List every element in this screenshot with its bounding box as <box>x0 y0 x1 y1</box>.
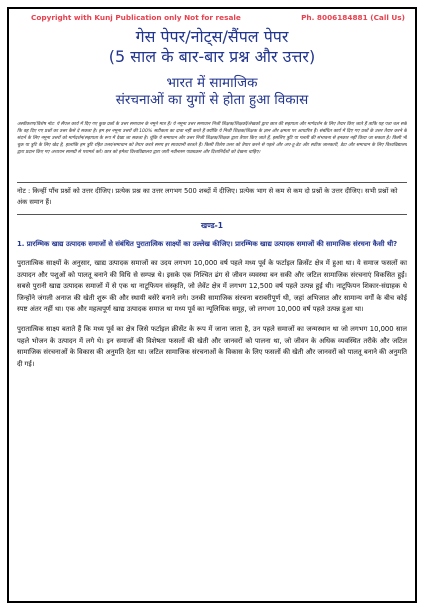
section-heading: खण्ड-1 <box>200 221 224 230</box>
header-bar <box>9 9 415 22</box>
answer-paragraph-2: पुरातात्विक साक्ष्य बताते हैं कि मध्य पूर्व का क्षेत्र जिसे फर्टाइल क्रीसेंट के रूप में जाना जाता है, उन पहले समाजों का जन्मस्थान था जो लगभग 10,000 साल पहले भोजन के उत्पादन में लगे थे। इन समाजों की विशेषता फसलों की खेती और जानवरों को पालना था, जो जीवन के अधिक व्यवस्थित तरीके और जटिल सामाजिक संरचनाओं के विकास की अनुमति देता था। जटिल सामाजिक संरचनाओं के विकास के लिए फसलों की खेती और जानवरों को पालतू बनाने की अनुमति दी गई। <box>17 324 407 368</box>
subtitle-line-1: भारत में सामाजिक <box>166 75 258 91</box>
main-title <box>9 27 415 67</box>
question-1: 1. प्रारम्भिक खाद्य उत्पादक समाजों से संबंधित पुरातात्विक साक्ष्यों का उल्लेख कीजिए। प्रारम्भिक खाद्य उत्पादक समाजों की सामाजिक संरचना कैसी थी? <box>17 240 398 248</box>
main-title-line-2: (5 साल के बार-बार प्रश्न और उत्तर) <box>108 47 316 66</box>
disclaimer-text: अस्वीकरण/विशेष नोट: ये सैंपल कार्य में दिए गए कुछ प्रश्नों के उत्तर समाधान के नमूने मात्र हैं। ये नमूना उत्तर समाधान निजी शिक्षक/शिक्षकों/लेखकों द्वारा छात्र की सहायता और मार्गदर्शन के लिए तैयार किए जाते हैं ताकि यह पता चल सके कि वह दिए गए प्रश्नों का उत्तर कैसे दे सकता है। हम इन नमूना उत्तरों की 100% सटीकता का दावा नहीं करते हैं क्योंकि ये निजी शिक्षक/शिक्षक के ज्ञान और क्षमता पर आधारित हैं। संबंधित कार्य में दिए गए प्रश्नों के उत्तर तैयार करने के संदर्भ के लिए नमूना उत्तरों को मार्गदर्शन/सहायता के रूप में देखा जा सकता है। चूंकि ये समाधान और उत्तर निजी शिक्षक/शिक्षक द्वारा तैयार किए जाते हैं, इसलिए त्रुटि या गलती की संभावना से इनकार नहीं किया जा सकता है। किसी भी चूक या त्रुटि के लिए खेद है, हालांकि हम त्रुटि रहित उत्तर/समाधान को तैयार करते समय हर सावधानी बरतते हैं। किसी विशेष उत्तर को तैयार करने से पहले और अप-टू-डेट और सटीक जानकारी, डेटा और समाधान के लिए विश्वविद्यालय द्वारा प्रदान किए गए अध्ययन सामग्री से परामर्श करें। छात्र को हमेशा विश्वविद्यालय द्वारा जारी नवीनतम पाठ्यक्रम और दिशानिर्देशों को देखना चाहिए। <box>17 122 407 155</box>
subtitle-line-2: संरचनाओं का युगों से होता हुआ विकास <box>115 92 309 108</box>
copyright-notice: Copyright with Kunj Publication only Not for resale <box>31 13 241 22</box>
phone-number: Ph. 8006184881 (Call Us) <box>301 13 405 22</box>
main-title-line-1: गेस पेपर/नोट्स/सैंपल पेपर <box>135 27 289 46</box>
document-subtitle <box>9 75 415 109</box>
instructions-note: नोट : किन्हीं पाँच प्रश्नों को उत्तर दीजिए। प्रत्येक प्रश्न का उत्तर लगभग 500 शब्दों में दीजिए। प्रत्येक भाग से कम से कम दो प्रश्नों के उत्तर दीजिए। सभी प्रश्नों को अंक समान हैं। <box>17 182 407 208</box>
answer-paragraph-1: पुरातात्विक साक्ष्यों के अनुसार, खाद्य उत्पादक समाजों का उदय लगभग 10,000 वर्ष पहले मध्य पूर्व के फर्टाइल क्रिसेंट क्षेत्र में हुआ था। ये समाज फसलों का उत्पादन और पशुओं को पालतू बनाने की विधि से सम्पन्न थे। इसके एक निश्चित ढंग से जीवन व्यवस्था बन सकी और जटिल सामाजिक संरचनाएं विकसित हुईं। सबसे पुरानी खाद्य उत्पादक समाजों में से एक था नाटूफियन संस्कृति, जो लेवेंट क्षेत्र में लगभग 12,500 वर्ष पहले उत्पन्न हुई थी। नाटूफियन शिकार-संग्राहक थे जिन्होंने जंगली अनाज की खेती शुरू की और स्थायी बसेरे बनाने लगे। उनकी सामाजिक संरचना बराबरीपूर्ण थी, जहां अभिजात और सामान्य वर्गों के बीच कोई स्पष्ट अंतर नहीं था। एक और महत्वपूर्ण खाद्य उत्पादक समाज था मध्य पूर्व का न्यूलिथिक समूह, जो लगभग 10,000 वर्ष पहले उत्पन्न हुआ था। <box>17 259 407 314</box>
page-frame <box>7 7 417 603</box>
section-divider <box>17 214 407 215</box>
